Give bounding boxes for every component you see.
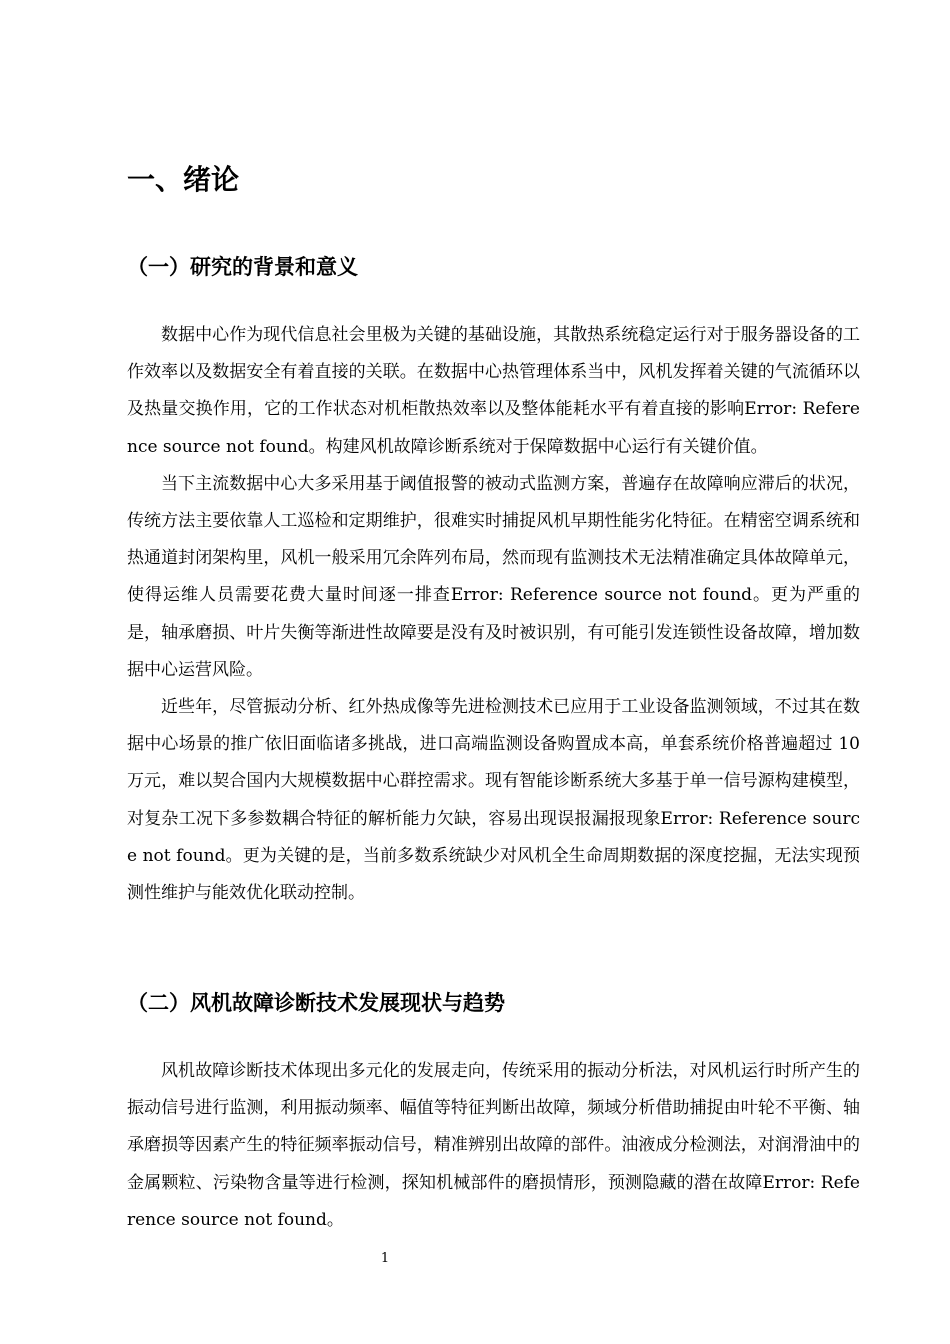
chapter-title: 一、绪论	[127, 163, 240, 196]
paragraph: 近些年，尽管振动分析、红外热成像等先进检测技术已应用于工业设备监测领域，不过其在数据中心场景的推广依旧面临诸多挑战，进口高端监测设备购置成本高，单套系统价格普遍超过 10 万元，难以契合国内大规模数据中心群控需求。现有智能诊断系统大多基于单一信号源构建模型，对复杂工况下多参数耦合特征的解析能力欠缺，容易出现误报漏报现象Error: Reference source not found。更为关键的是，当前多数系统缺少对风机全生命周期数据的深度挖掘，无法实现预测性维护与能效优化联动控制。	[127, 697, 860, 904]
section-title-background: （一）研究的背景和意义	[127, 255, 358, 279]
paragraph: 数据中心作为现代信息社会里极为关键的基础设施，其散热系统稳定运行对于服务器设备的工作效率以及数据安全有着直接的关联。在数据中心热管理体系当中，风机发挥着关键的气流循环以及热量交换作用，它的工作状态对机柜散热效率以及整体能耗水平有着直接的影响Error: Reference source not found。构建风机故障诊断系统对于保障数据中心运行有关键价值。	[127, 325, 860, 457]
section-body-status-trends	[127, 1053, 860, 1239]
paragraph: 风机故障诊断技术体现出多元化的发展走向，传统采用的振动分析法，对风机运行时所产生的振动信号进行监测，利用振动频率、幅值等特征判断出故障，频域分析借助捕捉由叶轮不平衡、轴承磨损等因素产生的特征频率振动信号，精准辨别出故障的部件。油液成分检测法，对润滑油中的金属颗粒、污染物含量等进行检测，探知机械部件的磨损情形，预测隐藏的潜在故障Error: Reference source not found。	[127, 1061, 860, 1230]
paragraph: 当下主流数据中心大多采用基于阈值报警的被动式监测方案，普遍存在故障响应滞后的状况，传统方法主要依靠人工巡检和定期维护，很难实时捕捉风机早期性能劣化特征。在精密空调系统和热通道封闭架构里，风机一般采用冗余阵列布局，然而现有监测技术无法精准确定具体故障单元，使得运维人员需要花费大量时间逐一排查Error: Reference source not found。更为严重的是，轴承磨损、叶片失衡等渐进性故障要是没有及时被识别，有可能引发连锁性设备故障，增加数据中心运营风险。	[127, 473, 860, 680]
section-title-status-trends: （二）风机故障诊断技术发展现状与趋势	[127, 991, 505, 1015]
page-number: 1	[380, 1251, 390, 1266]
section-body-background	[127, 317, 860, 912]
